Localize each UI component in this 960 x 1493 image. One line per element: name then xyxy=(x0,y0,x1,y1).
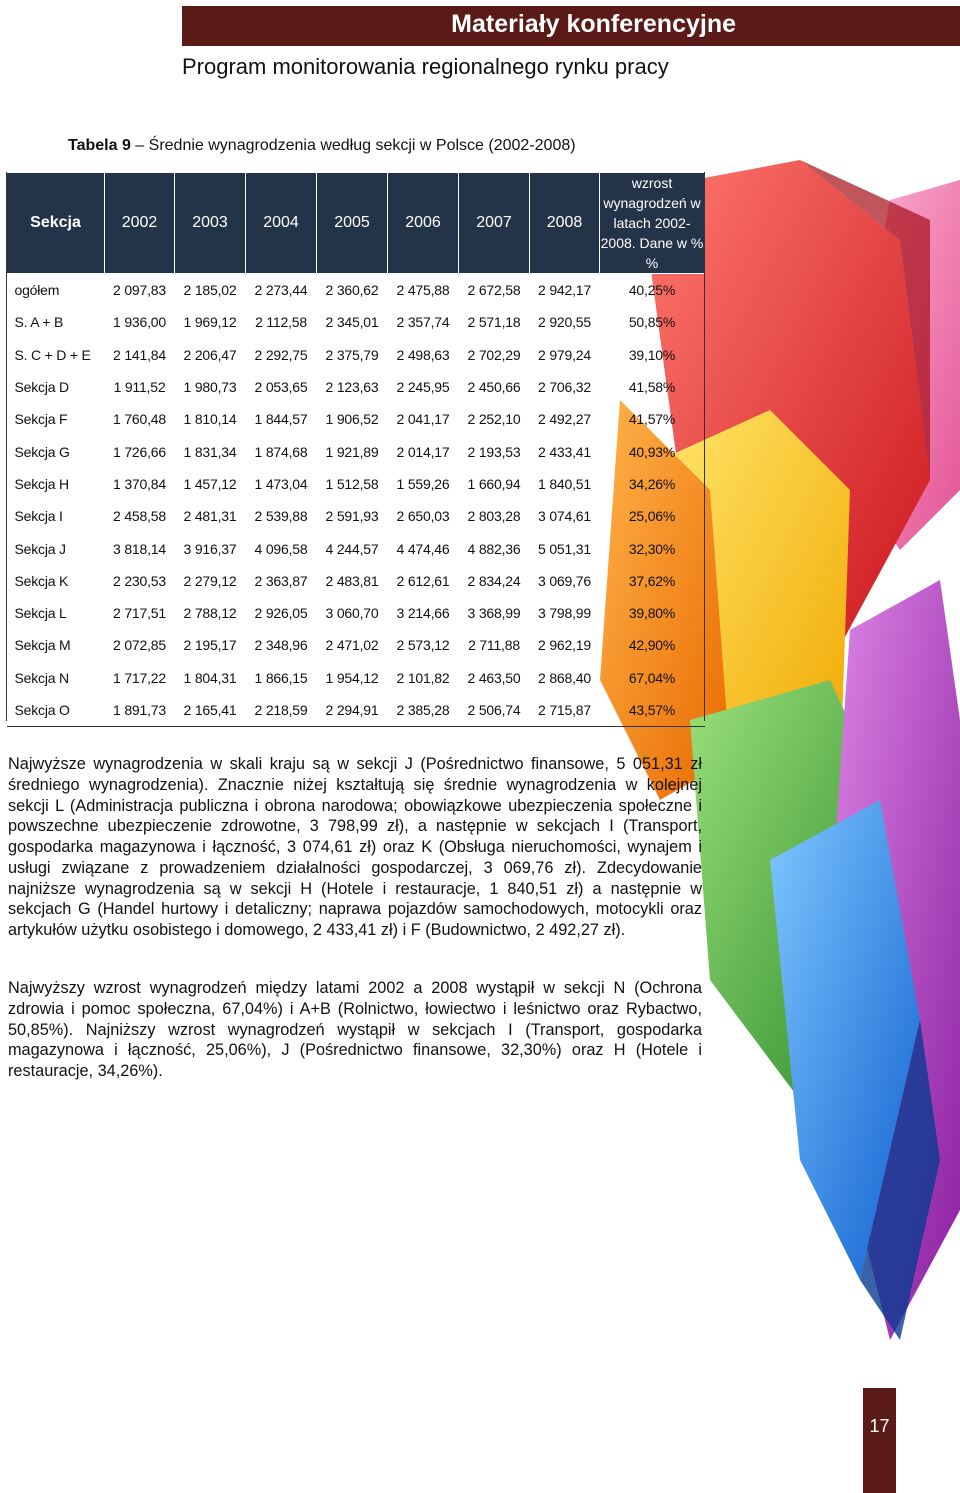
table-row xyxy=(7,662,705,694)
table-caption-label: Tabela 9 xyxy=(68,137,131,154)
table-cell: 2 483,81 xyxy=(325,572,379,589)
table-row xyxy=(7,500,705,532)
table-cell: 1 831,34 xyxy=(183,443,237,460)
page-number: 17 xyxy=(869,1416,890,1436)
table-cell: 1 906,52 xyxy=(325,411,379,428)
table-cell: 1 370,84 xyxy=(113,475,166,492)
table-cell: 1 760,48 xyxy=(113,411,166,428)
table-cell: 2 072,85 xyxy=(113,637,166,654)
row-section-name: Sekcja I xyxy=(14,508,63,525)
table-cell: 2 252,10 xyxy=(467,411,521,428)
table-cell: 2 788,12 xyxy=(183,605,237,622)
table-row xyxy=(7,694,705,727)
table-cell: 2 834,24 xyxy=(467,572,521,589)
table-cell: 2 345,01 xyxy=(325,314,379,331)
table-caption-text: Średnie wynagrodzenia według sekcji w Polsce (2002-2008) xyxy=(148,137,576,154)
column-header: 2004 xyxy=(246,173,317,274)
row-section-name: Sekcja G xyxy=(14,443,70,460)
table-cell: 2 041,17 xyxy=(396,411,450,428)
row-section-name: Sekcja K xyxy=(14,572,69,589)
table-cell: 2 273,44 xyxy=(254,282,308,299)
row-section-name: Sekcja L xyxy=(14,605,67,622)
table-cell: 2 112,58 xyxy=(255,314,307,331)
growth-cell: 40,25% xyxy=(628,282,676,299)
table-cell: 1 457,12 xyxy=(183,475,237,492)
table-cell: 2 218,59 xyxy=(246,694,317,727)
table-cell: 2 962,19 xyxy=(538,637,591,654)
table-cell: 1 980,73 xyxy=(183,379,237,396)
table-cell: 2 206,47 xyxy=(183,346,237,363)
paragraph: Najwyższy wzrost wynagrodzeń między latami 2002 a 2008 wystąpił w sekcji N (Ochrona zdrowia i pomoc społeczna, 67,04%) i A+B (Rolnictwo, łowiectwo i leśnictwo oraz Rybactwo, 50,85%). Najniższy wzrost wynagrodzeń wystąpił w sekcjach I (Transport, gospodarka magazynowa i łączność, 25,06%), J (Pośrednictwo finansowe, 32,30%) oraz H (Hotele i restauracje, 34,26%). xyxy=(8,979,702,1081)
table-cell: 2 868,40 xyxy=(538,669,591,686)
growth-cell: 42,90% xyxy=(628,637,676,654)
column-header: Sekcja xyxy=(7,173,105,274)
page-number-box xyxy=(863,1388,896,1493)
table-cell: 1 726,66 xyxy=(113,443,166,460)
table-cell: 2 195,17 xyxy=(183,637,237,654)
table-cell: 1 810,14 xyxy=(183,411,237,428)
row-section-name: Sekcja H xyxy=(14,475,69,492)
column-header: 2008 xyxy=(530,173,600,274)
table-cell: 1 660,94 xyxy=(467,475,521,492)
table-cell: 3 214,66 xyxy=(396,605,450,622)
table-row xyxy=(7,597,705,629)
table-cell: 2 292,75 xyxy=(254,346,308,363)
table-row xyxy=(7,435,705,467)
table-cell: 2 279,12 xyxy=(183,572,237,589)
table-row xyxy=(7,532,705,564)
column-header: 2005 xyxy=(317,173,388,274)
table-cell: 2 053,65 xyxy=(254,379,308,396)
table-cell: 2 920,55 xyxy=(538,314,591,331)
growth-cell: 34,26% xyxy=(628,475,676,492)
table-cell: 4 244,57 xyxy=(325,540,379,557)
row-section-name: Sekcja F xyxy=(14,411,68,428)
table-row xyxy=(7,565,705,597)
table-cell: 2 433,41 xyxy=(538,443,591,460)
table-cell: 2 014,17 xyxy=(396,443,450,460)
row-section-name: Sekcja J xyxy=(14,540,66,557)
table-header-row xyxy=(7,173,705,274)
table-cell: 2 141,84 xyxy=(113,346,166,363)
table-row xyxy=(7,371,705,403)
header-title: Materiały konferencyjne xyxy=(451,10,736,38)
table-cell: 2 245,95 xyxy=(396,379,450,396)
table-cell: 2 165,41 xyxy=(175,694,246,727)
table-cell: 2 357,74 xyxy=(396,314,450,331)
table-cell: 2 475,88 xyxy=(396,282,450,299)
table-cell: 2 230,53 xyxy=(113,572,166,589)
growth-cell: 40,93% xyxy=(628,443,676,460)
table-cell: 2 717,51 xyxy=(113,605,166,622)
table-cell: 1 512,58 xyxy=(325,475,379,492)
table-cell: 2 294,91 xyxy=(317,694,388,727)
table-cell: 2 672,58 xyxy=(467,282,521,299)
table-cell: 2 803,28 xyxy=(467,508,521,525)
table-cell: 3 074,61 xyxy=(538,508,591,525)
table-cell: 2 711,88 xyxy=(468,637,520,654)
header-bar xyxy=(182,6,960,46)
header-subtitle: Program monitorowania regionalnego rynku pracy xyxy=(182,54,669,79)
table-cell: 2 385,28 xyxy=(388,694,459,727)
table-cell: 2 097,83 xyxy=(113,282,166,299)
table-cell: 3 916,37 xyxy=(183,540,237,557)
table-row xyxy=(7,339,705,371)
table-cell: 1 969,12 xyxy=(183,314,237,331)
growth-cell: 25,06% xyxy=(628,508,676,525)
table-cell: 1 936,00 xyxy=(113,314,166,331)
row-section-name: S. A + B xyxy=(14,314,64,331)
table-cell: 3 798,99 xyxy=(538,605,591,622)
table-cell: 4 882,36 xyxy=(467,540,521,557)
table-cell: 3 060,70 xyxy=(325,605,379,622)
table-cell: 4 474,46 xyxy=(396,540,450,557)
table-row xyxy=(7,403,705,435)
table-cell: 1 844,57 xyxy=(254,411,308,428)
table-cell: 1 891,73 xyxy=(105,694,175,727)
row-section-name: Sekcja M xyxy=(14,637,71,654)
table-cell: 2 363,87 xyxy=(254,572,308,589)
table-cell: 2 458,58 xyxy=(113,508,166,525)
table-caption xyxy=(68,137,576,155)
column-header: 2002 xyxy=(105,173,175,274)
column-header: 2003 xyxy=(175,173,246,274)
table-cell: 1 717,22 xyxy=(113,669,166,686)
table-cell: 4 096,58 xyxy=(254,540,308,557)
table-cell: 2 702,29 xyxy=(467,346,521,363)
table-row xyxy=(7,306,705,338)
table-cell: 1 473,04 xyxy=(254,475,308,492)
table-cell: 2 571,18 xyxy=(467,314,521,331)
table-cell: 2 506,74 xyxy=(459,694,530,727)
column-header: 2006 xyxy=(388,173,459,274)
row-section-name: Sekcja D xyxy=(14,379,69,396)
table-row xyxy=(7,274,705,307)
table-cell: 2 360,62 xyxy=(325,282,379,299)
table-cell: 1 840,51 xyxy=(538,475,591,492)
growth-cell: 67,04% xyxy=(628,669,676,686)
table-cell: 2 612,61 xyxy=(396,572,450,589)
table-cell: 2 539,88 xyxy=(254,508,308,525)
table-cell: 2 706,32 xyxy=(538,379,591,396)
salary-table xyxy=(6,172,705,727)
table-cell: 1 866,15 xyxy=(254,669,308,686)
growth-cell: 39,80% xyxy=(628,605,676,622)
table-row xyxy=(7,468,705,500)
row-section-name: S. C + D + E xyxy=(14,346,91,363)
growth-cell: 41,57% xyxy=(628,411,676,428)
table-cell: 2 185,02 xyxy=(183,282,237,299)
table-cell: 2 573,12 xyxy=(396,637,450,654)
table-cell: 3 818,14 xyxy=(113,540,166,557)
table-cell: 2 492,27 xyxy=(538,411,591,428)
column-header: 2007 xyxy=(459,173,530,274)
table-cell: 2 123,63 xyxy=(325,379,379,396)
table-cell: 2 193,53 xyxy=(467,443,521,460)
table-cell: 2 463,50 xyxy=(467,669,521,686)
growth-cell: 43,57% xyxy=(600,694,705,727)
table-cell: 2 979,24 xyxy=(538,346,591,363)
growth-cell: 39,10% xyxy=(628,346,676,363)
table-cell: 3 069,76 xyxy=(538,572,591,589)
table-cell: 2 450,66 xyxy=(467,379,521,396)
growth-cell: 41,58% xyxy=(628,379,676,396)
table-cell: 3 368,99 xyxy=(467,605,521,622)
growth-cell: 37,62% xyxy=(628,572,676,589)
table-cell: 1 954,12 xyxy=(325,669,379,686)
table-cell: 2 715,87 xyxy=(530,694,600,727)
row-section-name: ogółem xyxy=(14,282,60,299)
table-cell: 2 375,79 xyxy=(325,346,379,363)
table-row xyxy=(7,629,705,661)
table-cell: 1 911,52 xyxy=(113,379,166,396)
table-cell: 2 591,93 xyxy=(325,508,379,525)
table-cell: 5 051,31 xyxy=(538,540,591,557)
table-cell: 1 559,26 xyxy=(396,475,450,492)
row-section-name: Sekcja O xyxy=(7,694,105,727)
table-cell: 2 348,96 xyxy=(254,637,308,654)
table-cell: 2 101,82 xyxy=(396,669,450,686)
table-cell: 1 804,31 xyxy=(183,669,237,686)
table-cell: 2 481,31 xyxy=(183,508,237,525)
growth-cell: 50,85% xyxy=(628,314,676,331)
table-caption-dash: – xyxy=(135,137,145,154)
table-cell: 2 942,17 xyxy=(538,282,591,299)
table-cell: 1 921,89 xyxy=(325,443,379,460)
table-cell: 1 874,68 xyxy=(254,443,308,460)
table-cell: 2 926,05 xyxy=(254,605,308,622)
table-cell: 2 650,03 xyxy=(396,508,450,525)
column-header: wzrost wynagrodzeń w latach 2002-2008. Dane w % % xyxy=(600,173,705,274)
table-cell: 2 471,02 xyxy=(325,637,379,654)
table-cell: 2 498,63 xyxy=(396,346,450,363)
table-body xyxy=(7,274,705,727)
row-section-name: Sekcja N xyxy=(14,669,69,686)
growth-cell: 32,30% xyxy=(628,540,676,557)
paragraph: Najwyższe wynagrodzenia w skali kraju są w sekcji J (Pośrednictwo finansowe, 5 051,31 zł średniego wynagrodzenia). Znacznie niżej kształtują się średnie wynagrodzenia w kolejnej sekcji L (Administracja publiczna i obrona narodowa; obowiązkowe ubezpieczenia społeczne i powszechne ubezpieczenie zdrowotne, 3 798,99 zł), a następnie w sekcjach I (Transport, gospodarka magazynowa i łączność, 3 074,61 zł) oraz K (Obsługa nieruchomości, wynajem i usługi związane z prowadzeniem działalności gospodarczej, 3 069,76 zł). Zdecydowanie najniższe wynagrodzenia są w sekcji H (Hotele i restauracje, 1 840,51 zł) a następnie w sekcjach G (Handel hurtowy i detaliczny; naprawa pojazdów samochodowych, motocykli oraz artykułów użytku osobistego i domowego, 2 433,41 zł) i F (Budownictwo, 2 492,27 zł). xyxy=(8,755,702,939)
